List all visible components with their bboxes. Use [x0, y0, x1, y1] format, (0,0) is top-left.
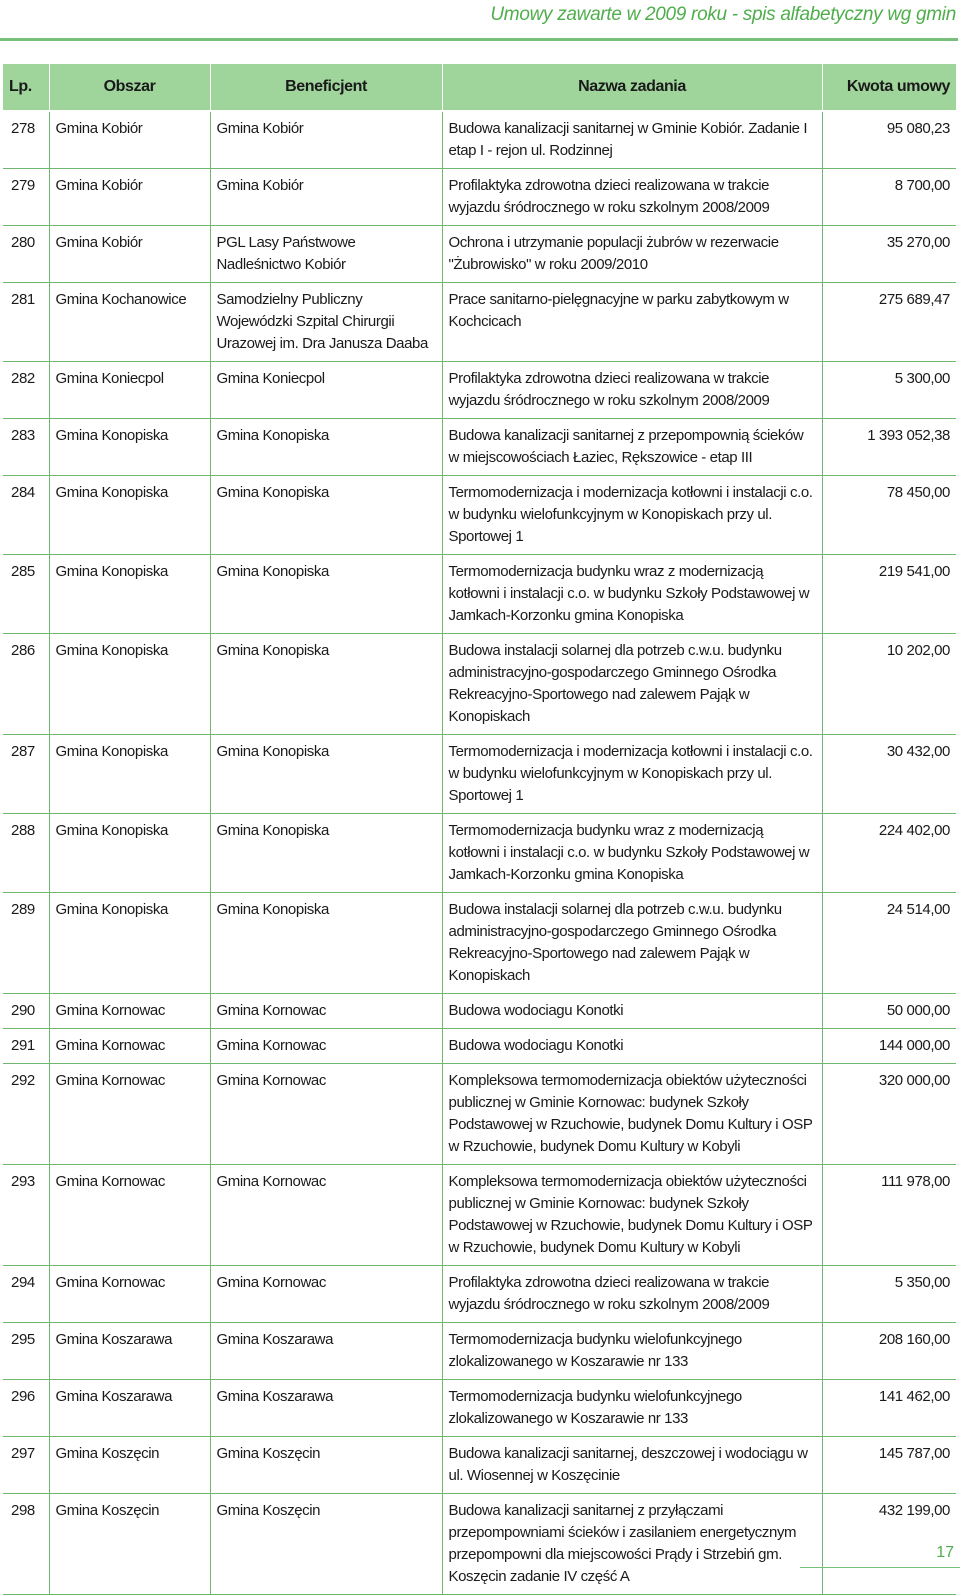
cell-beneficjent: Gmina Konopiska — [210, 634, 442, 735]
cell-nazwa-zadania: Kompleksowa termomodernizacja obiektów użyteczności publicznej w Gminie Kornowac: budynek Szkoły Podstawowej w Rzuchowie, budynek Domu Kultury i OSP w Rzuchowie, budynek Domu Kultury w Kobyli — [442, 1064, 822, 1165]
cell-nazwa-zadania: Profilaktyka zdrowotna dzieci realizowana w trakcie wyjazdu śródrocznego w roku szkolnym 2008/2009 — [442, 1266, 822, 1323]
cell-nazwa-zadania: Termomodernizacja budynku wraz z modernizacją kotłowni i instalacji c.o. w budynku Szkoły Podstawowej w Jamkach-Korzonku gmina Konopiska — [442, 814, 822, 893]
cell-beneficjent: Samodzielny Publiczny Wojewódzki Szpital Chirurgii Urazowej im. Dra Janusza Daaba — [210, 283, 442, 362]
table-row — [3, 994, 956, 1029]
cell-nazwa-zadania: Termomodernizacja budynku wraz z modernizacją kotłowni i instalacji c.o. w budynku Szkoły Podstawowej w Jamkach-Korzonku gmina Konopiska — [442, 555, 822, 634]
column-header-nazwa-zadania: Nazwa zadania — [442, 64, 822, 111]
table-row — [3, 362, 956, 419]
table-body — [3, 111, 956, 1595]
cell-lp: 296 — [3, 1380, 49, 1437]
cell-kwota: 8 700,00 — [822, 169, 956, 226]
cell-kwota: 219 541,00 — [822, 555, 956, 634]
table-row — [3, 283, 956, 362]
cell-obszar: Gmina Kornowac — [49, 1266, 210, 1323]
column-header-kwota-umowy: Kwota umowy — [822, 64, 956, 111]
cell-kwota: 320 000,00 — [822, 1064, 956, 1165]
cell-lp: 298 — [3, 1494, 49, 1595]
table-row — [3, 1064, 956, 1165]
cell-obszar: Gmina Konopiska — [49, 735, 210, 814]
cell-lp: 285 — [3, 555, 49, 634]
cell-nazwa-zadania: Kompleksowa termomodernizacja obiektów użyteczności publicznej w Gminie Kornowac: budynek Szkoły Podstawowej w Rzuchowie, budynek Domu Kultury i OSP w Rzuchowie, budynek Domu Kultury w Kobyli — [442, 1165, 822, 1266]
cell-obszar: Gmina Konopiska — [49, 634, 210, 735]
cell-nazwa-zadania: Profilaktyka zdrowotna dzieci realizowana w trakcie wyjazdu śródrocznego w roku szkolnym 2008/2009 — [442, 169, 822, 226]
cell-nazwa-zadania: Ochrona i utrzymanie populacji żubrów w rezerwacie "Żubrowisko" w roku 2009/2010 — [442, 226, 822, 283]
cell-beneficjent: Gmina Kobiór — [210, 111, 442, 169]
column-header-obszar: Obszar — [49, 64, 210, 111]
cell-kwota: 275 689,47 — [822, 283, 956, 362]
cell-beneficjent: Gmina Kornowac — [210, 1029, 442, 1064]
table-row — [3, 226, 956, 283]
cell-beneficjent: Gmina Kornowac — [210, 1064, 442, 1165]
cell-kwota: 208 160,00 — [822, 1323, 956, 1380]
cell-obszar: Gmina Kornowac — [49, 1064, 210, 1165]
cell-obszar: Gmina Kobiór — [49, 226, 210, 283]
table-header-row — [3, 64, 956, 111]
table-row — [3, 735, 956, 814]
cell-beneficjent: Gmina Koszarawa — [210, 1323, 442, 1380]
cell-lp: 288 — [3, 814, 49, 893]
cell-nazwa-zadania: Budowa wodociagu Konotki — [442, 1029, 822, 1064]
cell-nazwa-zadania: Budowa instalacji solarnej dla potrzeb c.w.u. budynku administracyjno-gospodarczego Gminnego Ośrodka Rekreacyjno-Sportowego nad zalewem Pająk w Konopiskach — [442, 634, 822, 735]
cell-kwota: 5 350,00 — [822, 1266, 956, 1323]
cell-beneficjent: Gmina Koniecpol — [210, 362, 442, 419]
cell-obszar: Gmina Kobiór — [49, 169, 210, 226]
cell-beneficjent: Gmina Konopiska — [210, 476, 442, 555]
table-row — [3, 634, 956, 735]
cell-kwota: 50 000,00 — [822, 994, 956, 1029]
cell-obszar: Gmina Koszęcin — [49, 1437, 210, 1494]
cell-kwota: 224 402,00 — [822, 814, 956, 893]
cell-obszar: Gmina Kornowac — [49, 1029, 210, 1064]
cell-beneficjent: Gmina Konopiska — [210, 814, 442, 893]
cell-beneficjent: Gmina Konopiska — [210, 893, 442, 994]
cell-nazwa-zadania: Budowa kanalizacji sanitarnej z przyłączami przepompowniami ścieków i zasilaniem energetycznym przepompowni dla miejscowości Prądy i Strzebiń gm. Koszęcin zadanie IV część A — [442, 1494, 822, 1595]
contracts-table — [3, 64, 956, 1595]
cell-beneficjent: Gmina Konopiska — [210, 555, 442, 634]
table-row — [3, 1323, 956, 1380]
table-row — [3, 1165, 956, 1266]
table-row — [3, 111, 956, 169]
cell-obszar: Gmina Konopiska — [49, 476, 210, 555]
column-header-lp: Lp. — [3, 64, 49, 111]
cell-lp: 283 — [3, 419, 49, 476]
cell-lp: 289 — [3, 893, 49, 994]
cell-nazwa-zadania: Profilaktyka zdrowotna dzieci realizowana w trakcie wyjazdu śródrocznego w roku szkolnym 2008/2009 — [442, 362, 822, 419]
table-row — [3, 893, 956, 994]
table-row — [3, 476, 956, 555]
cell-kwota: 35 270,00 — [822, 226, 956, 283]
table-row — [3, 419, 956, 476]
table-row — [3, 169, 956, 226]
table-row — [3, 1266, 956, 1323]
cell-kwota: 30 432,00 — [822, 735, 956, 814]
cell-kwota: 1 393 052,38 — [822, 419, 956, 476]
cell-nazwa-zadania: Termomodernizacja budynku wielofunkcyjnego zlokalizowanego w Koszarawie nr 133 — [442, 1323, 822, 1380]
cell-obszar: Gmina Kobiór — [49, 111, 210, 169]
table-row — [3, 1494, 956, 1595]
cell-lp: 297 — [3, 1437, 49, 1494]
cell-lp: 281 — [3, 283, 49, 362]
cell-obszar: Gmina Kornowac — [49, 994, 210, 1029]
cell-obszar: Gmina Konopiska — [49, 814, 210, 893]
cell-obszar: Gmina Kornowac — [49, 1165, 210, 1266]
cell-kwota: 24 514,00 — [822, 893, 956, 994]
cell-lp: 286 — [3, 634, 49, 735]
cell-nazwa-zadania: Termomodernizacja i modernizacja kotłowni i instalacji c.o. w budynku wielofunkcyjnym w Konopiskach przy ul. Sportowej 1 — [442, 735, 822, 814]
cell-lp: 280 — [3, 226, 49, 283]
cell-nazwa-zadania: Budowa kanalizacji sanitarnej z przepompownią ścieków w miejscowościach Łaziec, Rększowice - etap III — [442, 419, 822, 476]
cell-nazwa-zadania: Budowa wodociagu Konotki — [442, 994, 822, 1029]
cell-lp: 290 — [3, 994, 49, 1029]
cell-nazwa-zadania: Termomodernizacja i modernizacja kotłowni i instalacji c.o. w budynku wielofunkcyjnym w Konopiskach przy ul. Sportowej 1 — [442, 476, 822, 555]
cell-lp: 278 — [3, 111, 49, 169]
cell-obszar: Gmina Koniecpol — [49, 362, 210, 419]
cell-kwota: 78 450,00 — [822, 476, 956, 555]
cell-lp: 291 — [3, 1029, 49, 1064]
table-row — [3, 1029, 956, 1064]
cell-kwota: 432 199,00 — [822, 1494, 956, 1595]
column-header-beneficjent: Beneficjent — [210, 64, 442, 111]
cell-kwota: 10 202,00 — [822, 634, 956, 735]
cell-kwota: 144 000,00 — [822, 1029, 956, 1064]
cell-beneficjent: PGL Lasy Państwowe Nadleśnictwo Kobiór — [210, 226, 442, 283]
cell-beneficjent: Gmina Konopiska — [210, 419, 442, 476]
cell-obszar: Gmina Koszęcin — [49, 1494, 210, 1595]
cell-beneficjent: Gmina Kornowac — [210, 1165, 442, 1266]
cell-lp: 287 — [3, 735, 49, 814]
cell-lp: 282 — [3, 362, 49, 419]
table-row — [3, 1380, 956, 1437]
cell-nazwa-zadania: Termomodernizacja budynku wielofunkcyjnego zlokalizowanego w Koszarawie nr 133 — [442, 1380, 822, 1437]
cell-beneficjent: Gmina Koszęcin — [210, 1494, 442, 1595]
table-row — [3, 814, 956, 893]
cell-beneficjent: Gmina Koszęcin — [210, 1437, 442, 1494]
cell-kwota: 111 978,00 — [822, 1165, 956, 1266]
cell-nazwa-zadania: Prace sanitarno-pielęgnacyjne w parku zabytkowym w Kochcicach — [442, 283, 822, 362]
cell-kwota: 95 080,23 — [822, 111, 956, 169]
cell-kwota: 145 787,00 — [822, 1437, 956, 1494]
cell-kwota: 141 462,00 — [822, 1380, 956, 1437]
cell-nazwa-zadania: Budowa kanalizacji sanitarnej, deszczowej i wodociągu w ul. Wiosennej w Koszęcinie — [442, 1437, 822, 1494]
table-row — [3, 1437, 956, 1494]
cell-nazwa-zadania: Budowa instalacji solarnej dla potrzeb c.w.u. budynku administracyjno-gospodarczego Gminnego Ośrodka Rekreacyjno-Sportowego nad zalewem Pająk w Konopiskach — [442, 893, 822, 994]
cell-obszar: Gmina Koszarawa — [49, 1323, 210, 1380]
cell-beneficjent: Gmina Kornowac — [210, 1266, 442, 1323]
cell-obszar: Gmina Konopiska — [49, 419, 210, 476]
cell-obszar: Gmina Kochanowice — [49, 283, 210, 362]
cell-nazwa-zadania: Budowa kanalizacji sanitarnej w Gminie Kobiór. Zadanie I etap I - rejon ul. Rodzinnej — [442, 111, 822, 169]
cell-lp: 295 — [3, 1323, 49, 1380]
cell-lp: 292 — [3, 1064, 49, 1165]
cell-beneficjent: Gmina Kornowac — [210, 994, 442, 1029]
cell-beneficjent: Gmina Kobiór — [210, 169, 442, 226]
page-title: Umowy zawarte w 2009 roku - spis alfabetyczny wg gmin — [490, 4, 956, 25]
cell-beneficjent: Gmina Konopiska — [210, 735, 442, 814]
cell-obszar: Gmina Koszarawa — [49, 1380, 210, 1437]
cell-kwota: 5 300,00 — [822, 362, 956, 419]
cell-lp: 279 — [3, 169, 49, 226]
cell-lp: 293 — [3, 1165, 49, 1266]
title-divider — [0, 38, 958, 41]
cell-obszar: Gmina Konopiska — [49, 893, 210, 994]
page-number: 17 — [936, 1544, 954, 1561]
cell-lp: 284 — [3, 476, 49, 555]
table-row — [3, 555, 956, 634]
cell-beneficjent: Gmina Koszarawa — [210, 1380, 442, 1437]
cell-lp: 294 — [3, 1266, 49, 1323]
cell-obszar: Gmina Konopiska — [49, 555, 210, 634]
